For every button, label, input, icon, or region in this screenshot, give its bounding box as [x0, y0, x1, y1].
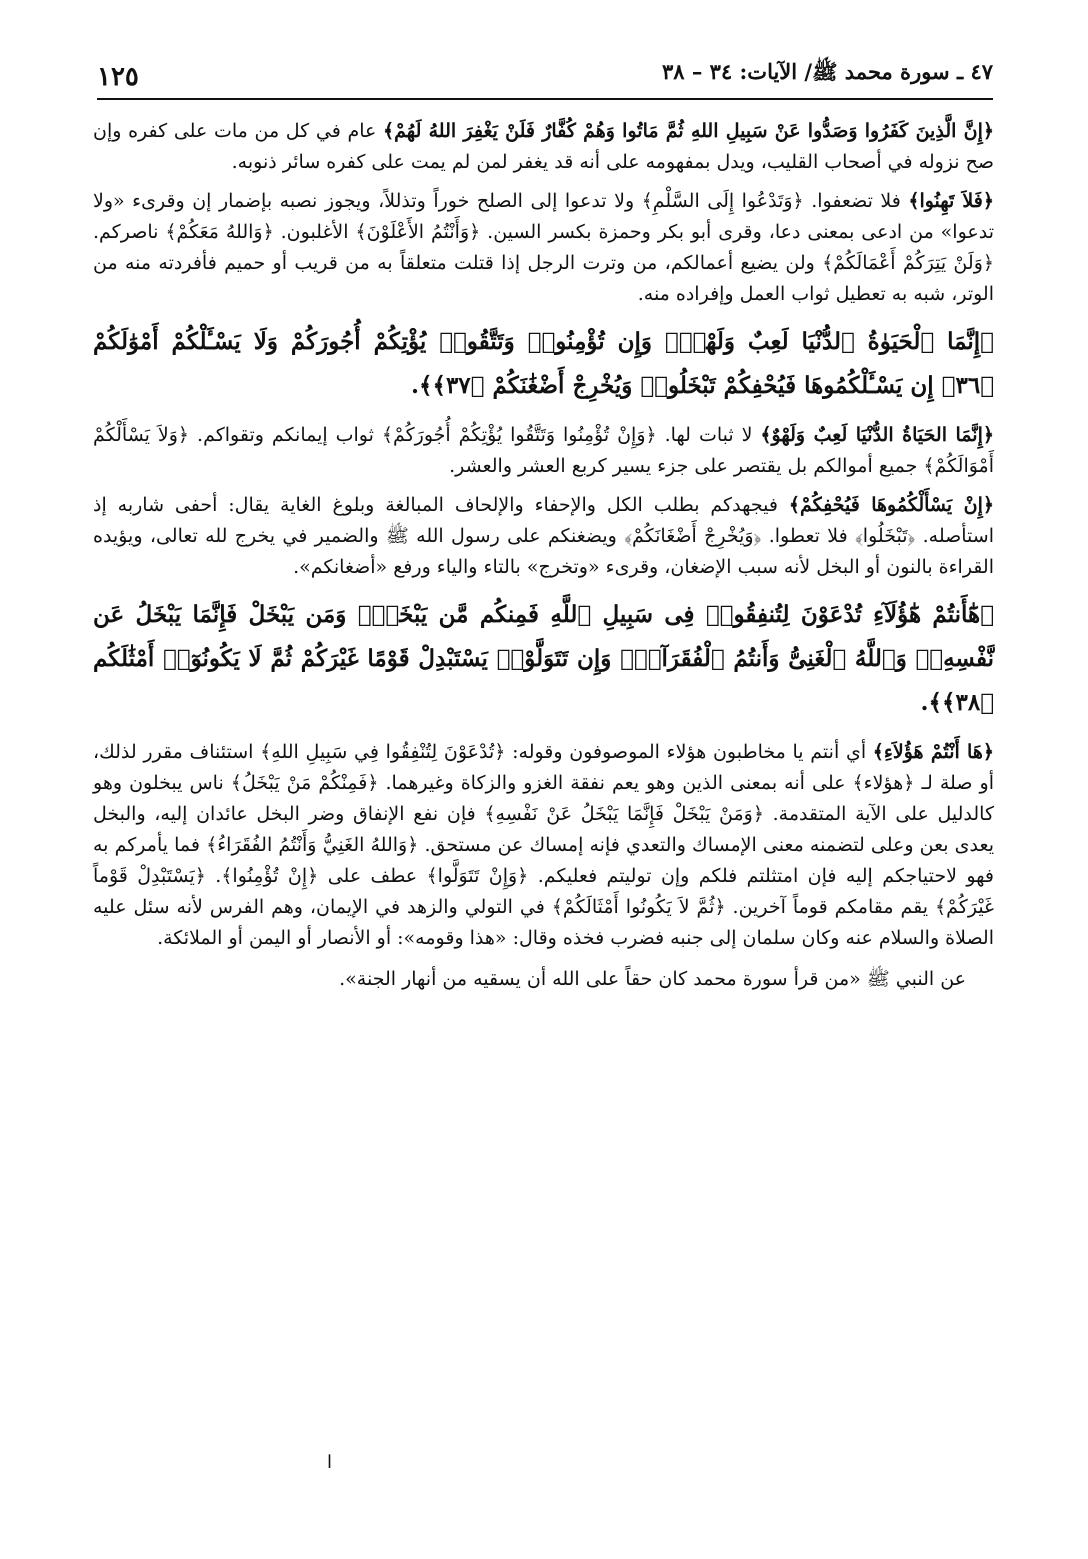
page-number: ١٢٥ — [97, 62, 139, 92]
running-title: ٤٧ ـ سورة محمد ﷺ/ الآيات: ٣٤ – ٣٨ — [661, 59, 993, 84]
quran-quote: ﴿إِنَّمَا الحَيَاةُ الدُّنْيَا لَعِبٌ وَلَهْوٌ﴾ — [760, 424, 994, 446]
commentary-text: فيجهدكم بطلب الكل والإحفاء والإلحاف المبالغة وبلوغ الغاية يقال: أحفى شاربه إذ استأصله. ﴿تَبْخَلُوا﴾ فلا تعطوا. ﴿وَيُخْرِجْ أَضْغَانَكُمْ﴾ ويضغنكم على رسول الله ﷺ والضمير في يخرج لله تعالى، ويؤيده القراءة بالنون أو البخل لأنه سبب الإضغان، وقرىء «وتخرج» بالتاء والياء ورفع «أضغانكم». — [93, 494, 994, 578]
page-body — [93, 116, 994, 1003]
commentary-text: أي أنتم يا مخاطبون هؤلاء الموصوفون وقوله: ﴿تُدْعَوْنَ لِتُنْفِقُوا فِي سَبِيلِ اللهِ﴾ استئناف مقرر لذلك، أو صلة لـ ﴿هؤلاء﴾ على أنه بمعنى الذين وهو يعم نفقة الغزو والزكاة وغيرهما. ﴿فَمِنْكُمْ مَنْ يَبْخَلُ﴾ ناس يبخلون وهو كالدليل على الآية المتقدمة. ﴿وَمَنْ يَبْخَلْ فَإِنَّمَا يَبْخَلُ عَنْ نَفْسِهِ﴾ فإن نفع الإنفاق وضر البخل عائدان إليه، والبخل يعدى بعن وعلى لتضمنه معنى الإمساك والتعدي فإنه إمساك عن مستحق. ﴿وَاللهُ الغَنِيُّ وَأَنْتُمُ الفُقَرَاءُ﴾ فما يأمركم به فهو لاحتياجكم إليه فإن امتثلتم فلكم وإن توليتم فعليكم. ﴿وَإِنْ تَتَوَلَّوا﴾ عطف على ﴿إِنْ تُؤْمِنُوا﴾. ﴿يَسْتَبْدِلْ قَوْماً غَيْرَكُمْ﴾ يقم مقامكم قوماً آخرين. ﴿ثُمَّ لاَ يَكُونُوا أَمْثَالَكُمْ﴾ في التولي والزهد في الإيمان، وهم الفرس لأنه سئل عليه الصلاة والسلام عنه وكان سلمان إلى جنبه فضرب فخذه وقال: «هذا وقومه»: أو الأنصار أو اليمن أو الملائكة. — [93, 741, 994, 949]
commentary-text: فلا تضعفوا. ﴿وَتَدْعُوا إِلَى السَّلْمِ﴾ ولا تدعوا إلى الصلح خوراً وتذللاً، ويجوز نصبه بإضمار إن وقرىء «ولا تدعوا» من ادعى بمعنى دعا، وقرى أبو بكر وحمزة بكسر السين. ﴿وَأَنْتُمُ الأَعْلَوْنَ﴾ الأغلبون. ﴿وَاللهُ مَعَكُمْ﴾ ناصركم. ﴿وَلَنْ يَتِرَكُمْ أَعْمَالَكُمْ﴾ ولن يضيع أعمالكم، من وترت الرجل إذا قتلت متعلقاً به من قريب أو حميم فأفردته منه من الوتر، شبه به تعطيل ثواب العمل وإفراده منه. — [93, 190, 994, 305]
quran-quote: ﴿إِنَّ الَّذِينَ كَفَرُوا وَصَدُّوا عَنْ سَبِيلِ اللهِ ثُمَّ مَاتُوا وَهُمْ كُفَّارٌ فَلَنْ يَغْفِرَ اللهُ لَهُمْ﴾ — [383, 120, 994, 142]
quran-verse-block: ﴿هَٰٓأَنتُمْ هَٰٓؤُلَآءِ تُدْعَوْنَ لِتُنفِقُوا۟ فِى سَبِيلِ ٱللَّهِ فَمِنكُم مَّن يَبْخَلُۖ وَمَن يَبْخَلْ فَإِنَّمَا يَبْخَلُ عَن نَّفْسِهِۦۚ وَٱللَّهُ ٱلْغَنِىُّ وَأَنتُمُ ٱلْفُقَرَآءُۚ وَإِن تَتَوَلَّوْا۟ يَسْتَبْدِلْ قَوْمًا غَيْرَكُمْ ثُمَّ لَا يَكُونُوٓا۟ أَمْثَٰلَكُم ﴿٣٨﴾﴾. — [93, 601, 994, 716]
closing-hadith: عن النبي ﷺ «من قرأ سورة محمد كان حقاً على الله أن يسقيه من أنهار الجنة». — [339, 968, 966, 990]
quran-quote: ﴿فَلاَ تَهِنُوا﴾ — [908, 190, 994, 212]
quran-quote: ﴿إِنْ يَسْأَلْكُمُوهَا فَيُحْفِكُمْ﴾ — [788, 494, 994, 516]
commentary-text: لا ثبات لها. ﴿وَإِنْ تُؤْمِنُوا وَتَتَّقُوا يُؤْتِكُمْ أُجُورَكُمْ﴾ ثواب إيمانكم وتقواكم. ﴿وَلاَ يَسْأَلْكُمْ أَمْوَالَكُمْ﴾ جميع أموالكم بل يقتصر على جزء يسير كربع العشر والعشر. — [93, 424, 994, 477]
footer-mark: ا — [327, 1452, 333, 1473]
commentary-paragraph — [93, 490, 994, 583]
quran-quote: ﴿هَا أَنْتُمْ هَؤُلاَءِ﴾ — [872, 741, 994, 763]
commentary-paragraph — [93, 737, 994, 954]
commentary-paragraph — [93, 420, 994, 482]
commentary-paragraph — [93, 186, 994, 310]
commentary-text: عام في كل من مات على كفره وإن صح نزوله في أصحاب القليب، ويدل بمفهومه على أنه قد يغفر لمن لم يمت على كفره سائر ذنوبه. — [93, 120, 994, 173]
commentary-paragraph — [93, 116, 994, 178]
page-header — [97, 56, 993, 100]
quran-verse-block: ﴿إِنَّمَا ٱلْحَيَوٰةُ ٱلدُّنْيَا لَعِبٌ وَلَهْوٌۚ وَإِن تُؤْمِنُوا۟ وَتَتَّقُوا۟ يُؤْتِكُمْ أُجُورَكُمْ وَلَا يَسْـَٔلْكُمْ أَمْوَٰلَكُمْ ﴿٣٦﴾ إِن يَسْـَٔلْكُمُوهَا فَيُحْفِكُمْ تَبْخَلُوا۟ وَيُخْرِجْ أَضْغَٰنَكُمْ ﴿٣٧﴾﴾. — [93, 328, 994, 399]
